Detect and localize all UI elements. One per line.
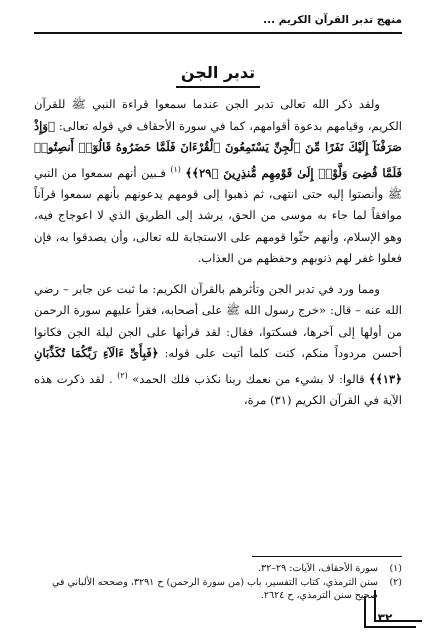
paragraph-2-hadith-end: قالوا: لا بشيء من نعمك ربنا نكذب فلك الحمد» — [132, 371, 365, 386]
paragraph-2-hadith: ومما ورد في تدبر الجن وتأثرهم بالقرآن الكريم: ما ثبت عن جابر – رضي الله عنه – قال: «خرج رسول الله ﷺ على أصحابه، فقرأ عليهم سورة الرحمن من أولها إلى آخرها، فسكتوا، فقال: لقد قرأتها على الجن ليلة الجن فكانوا أحسن مردوداً منكم، كنت كلما أتيت على قوله: — [34, 281, 402, 361]
paragraph-1-intro: ولقد ذكر الله تعالى تدبر الجن عندما سمعوا قراءة النبي ﷺ للقرآن الكريم، وقيامهم بدعوة أقوامهم، كما في سورة الأحقاف في قوله تعالى: — [34, 97, 402, 133]
header-rule — [34, 32, 402, 34]
quran-verse-ahqaf: ﴿وَإِذْ صَرَفْنَآ إِلَيْكَ نَفَرًا مِّنَ ٱلْجِنِّ يَسْتَمِعُونَ ٱلْقُرْءَانَ فَلَمَّا حَضَرُوهُ قَالُوٓا۟ أَنصِتُوا۟ فَلَمَّا قُضِىَ وَلَّوْا۟ إِلَىٰ قَوْمِهِم مُّنذِرِينَ ﴿٢٩﴾﴾ — [34, 118, 402, 180]
body-text — [34, 94, 402, 412]
footnote-ref-1[interactable]: (١) — [170, 164, 181, 174]
paragraph-2-closing: . لقد ذكرت هذه الآية في القرآن الكريم (٣١) مرة، — [34, 371, 402, 408]
title-underline — [176, 86, 260, 88]
footnote-number: (٢) — [389, 576, 402, 588]
paragraph-2 — [34, 279, 402, 412]
footnote-rule — [252, 556, 402, 557]
footnote-number: (١) — [389, 563, 402, 574]
footnotes — [34, 562, 402, 603]
section-title: تدبر الجن — [180, 63, 256, 82]
page-number: ٣٢ — [377, 611, 393, 625]
quran-verse-rahman: ﴿فَبِأَىِّ ءَالَآءِ رَبِّكُمَا تُكَذِّبَانِ ﴿١٣﴾﴾ — [34, 346, 403, 386]
footnote-1 — [34, 562, 402, 576]
footnote-2 — [34, 576, 402, 603]
paragraph-1-commentary: فـبين أنهم سمعوا من النبي ﷺ وأنصتوا إليه حتى انتهى، ثم ذهبوا إلى قومهم يدعونهم بأنهم سمعوا قرآناً موافقاً لما جاء به موسى من الحق، يرشد إلى الطريق الذي لا اعوجاج فيه، وهو الإسلام، وأنهم حثّوا قومهم على الاستجابة لله تعالى، وأن يصدقوا به، فإن فعلوا غفر لهم ذنوبهم وحفظهم من العذاب. — [34, 165, 402, 266]
footnote-ref-2[interactable]: (٢) — [117, 370, 128, 380]
running-title: منهج تدبر القرآن الكريم ... — [263, 14, 402, 26]
footnote-text: سنن الترمذي، كتاب التفسير، باب (من سورة الرحمن) ح ٣٢٩١، وصححه الألباني في صحيح سنن الترمذي، ح ٢٦٢٤. — [52, 576, 378, 601]
paragraph-1 — [34, 94, 402, 270]
footnote-text: سورة الأحقاف، الآيات: ٢٩–٣٢. — [258, 563, 378, 574]
